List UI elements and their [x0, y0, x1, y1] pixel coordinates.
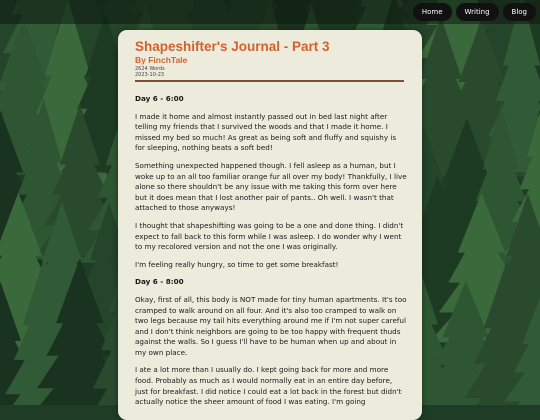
word-count: 2624 Words	[135, 66, 165, 72]
nav-home-link[interactable]: Home	[413, 3, 452, 21]
nav-links	[413, 3, 536, 21]
section-heading: Day 6 - 8:00	[135, 277, 184, 287]
top-nav-bar	[0, 0, 540, 24]
story-card	[118, 30, 422, 420]
story-title: Shapeshifter's Journal - Part 3	[135, 39, 330, 54]
story-paragraph: I ate a lot more than I usually do. I kept going back for more and more food. Probably as much as I would normally eat in an entire day before, just for breakfast. I did notice I could eat a lot back in the forest but didn't actually notice the sheer amount of food I was eating. I'm going	[135, 365, 402, 407]
publish-date: 2023-10-23	[135, 72, 165, 78]
story-paragraph: I'm feeling really hungry, so time to get some breakfast!	[135, 259, 339, 269]
title-divider	[135, 80, 404, 82]
nav-writing-link[interactable]: Writing	[456, 3, 499, 21]
story-paragraph: I thought that shapeshifting was going to be a one and done thing. I didn't expect to fall back to this form while I was asleep. I do wonder why I went to my recolored version and not the one I was originally.	[135, 220, 404, 252]
nav-blog-link[interactable]: Blog	[503, 3, 536, 21]
section-heading: Day 6 - 6:00	[135, 94, 184, 103]
story-paragraph: I made it home and almost instantly passed out in bed last night after telling my friends that I survived the woods and that I made it home. I missed my bed so much! As great as being soft and fluffy and squishy is for sleeping, nothing beats a soft bed!	[135, 111, 397, 153]
story-body	[135, 94, 407, 415]
story-paragraph: Something unexpected happened though. I fell asleep as a human, but I woke up to an all too familiar orange fur all over my body! Thankfully, I live alone so there shouldn't be any issue with me taking this form over here but it does mean that I lost another pair of pants.. Oh well. I wasn't that attached to those anyways!	[135, 160, 407, 213]
story-paragraph: Okay, first of all, this body is NOT made for tiny human apartments. It's too cramped to walk around on all four. And it's also too cramped to walk on two legs because my tail hits everything around me if I'm not super careful and I don't think neighbors are going to be too happy with frequent thuds against the walls. So I guess I'll have to be human when up and about in my own place.	[135, 294, 407, 357]
story-author: By FinchTale	[135, 55, 188, 65]
